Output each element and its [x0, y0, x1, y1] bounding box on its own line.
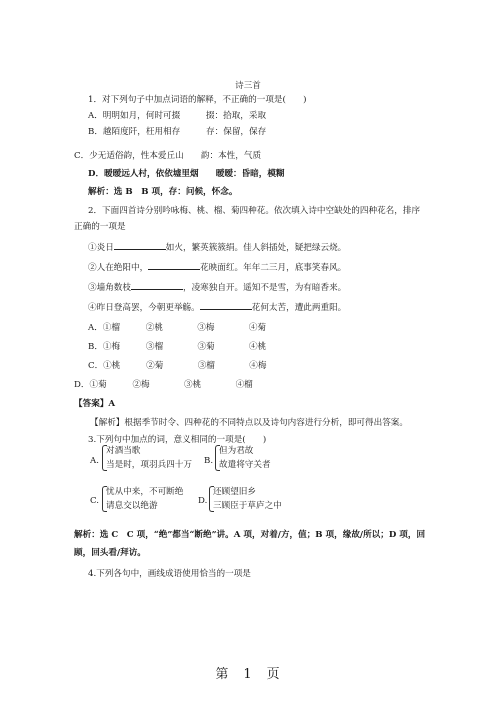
blank-underline	[131, 280, 183, 290]
q3-option-a-line2: 当是时，项羽兵四十万	[106, 460, 192, 470]
page-title: 诗三首	[235, 81, 261, 91]
q1-answer: 解析：选 B B 项，存：问候，怀念。	[88, 187, 238, 197]
q2-option-b: B．①梅 ③榴 ③菊 ④桃	[88, 342, 267, 352]
q3-option-c-line1: 忧从中来，不可断绝	[106, 487, 184, 497]
q2-poem-4-head: ④昨日登高罢，今朝更举觞。	[88, 303, 200, 313]
q3-option-d-line1: 还顾望旧乡	[213, 487, 256, 497]
q1-option-d: D．暧暧远人村，依依墟里烟 暧暧：昏暗，模糊	[88, 169, 285, 179]
q2-option-d: D．①菊 ②梅 ③桃 ④榴	[74, 380, 253, 390]
q2-poem-3	[88, 280, 346, 294]
q3-option-b-line1: 但为君故	[219, 446, 254, 456]
q2-poem-3-tail: ，凌寒独自开。遥知不是雪，为有暗香来。	[182, 283, 347, 293]
q1-option-a: A．明明如月，何时可掇 掇：拾取，采取	[88, 111, 267, 121]
q3-option-a-line1: 对酒当歌	[106, 446, 141, 456]
q2-answer: 【答案】A	[74, 399, 116, 409]
q3-option-b-line2: 故遣将守关者	[219, 460, 271, 470]
q1-option-b: B．越陌度阡，枉用相存 存：保留，保存	[88, 127, 267, 137]
q1-option-c: C．少无适俗韵，性本爱丘山 韵：本性，气质	[74, 151, 262, 161]
q3-stem: 3.下列句中加点的词，意义相同的一项是( )	[88, 435, 267, 445]
q2-poem-2	[88, 260, 346, 274]
q2-option-a: A．①榴 ②桃 ③梅 ④菊	[88, 323, 267, 333]
q2-poem-1-tail: 如火，繁英簇簇绢。佳人斜插处，疑把绿云烧。	[165, 243, 347, 253]
page-number: 第 1 页	[215, 667, 281, 682]
q3-option-d-line2: 三顾臣于草庐之中	[213, 501, 282, 511]
blank-underline	[148, 260, 200, 270]
q2-stem-line1: 2．下面四首诗分别吟咏梅、桃、榴、菊四种花。依次填入诗中空缺处的四种花名，排序	[88, 206, 421, 216]
blank-underline	[114, 240, 166, 250]
q3-option-a-label: A.	[90, 456, 99, 466]
q3-answer-line1: 解析：选 C C 项，“绝”都当“断绝”讲。A 项，对着/方，值；B 项，缘故/所以；D 项，回	[74, 530, 426, 540]
q2-poem-4	[88, 300, 346, 314]
q3-option-c-line2: 请息交以绝游	[106, 501, 158, 511]
q2-stem-line2: 正确的一项是	[74, 222, 126, 232]
q2-poem-4-tail: 花何太苦，遭此两重阳。	[251, 303, 347, 313]
q2-poem-1-head: ①炎日	[88, 243, 114, 253]
q2-poem-3-head: ③墙角数枝	[88, 283, 131, 293]
q3-option-c-label: C.	[90, 496, 100, 506]
q3-answer-line2: 顾，回头看/拜访。	[74, 548, 146, 558]
q1-stem: 1．对下列句子中加点词语的解释，不正确的一项是( )	[88, 95, 307, 105]
blank-underline	[200, 300, 252, 310]
q3-option-d-label: D.	[198, 496, 208, 506]
q2-poem-2-head: ②人在绝阳中，	[88, 263, 149, 273]
q2-poem-2-tail: 花映面红。年年二三月，底事笑春风。	[200, 263, 347, 273]
q2-poem-1	[88, 240, 346, 254]
q3-option-b-label: B.	[204, 456, 214, 466]
q2-option-c: C．①桃 ②菊 ③榴 ④梅	[88, 361, 267, 371]
q4-stem: 4.下列各句中，画线成语使用恰当的一项是	[88, 569, 251, 579]
q2-analysis: 【解析】根据季节时令、四种花的不同特点以及诗句内容进行分析，即可得出答案。	[90, 418, 408, 428]
